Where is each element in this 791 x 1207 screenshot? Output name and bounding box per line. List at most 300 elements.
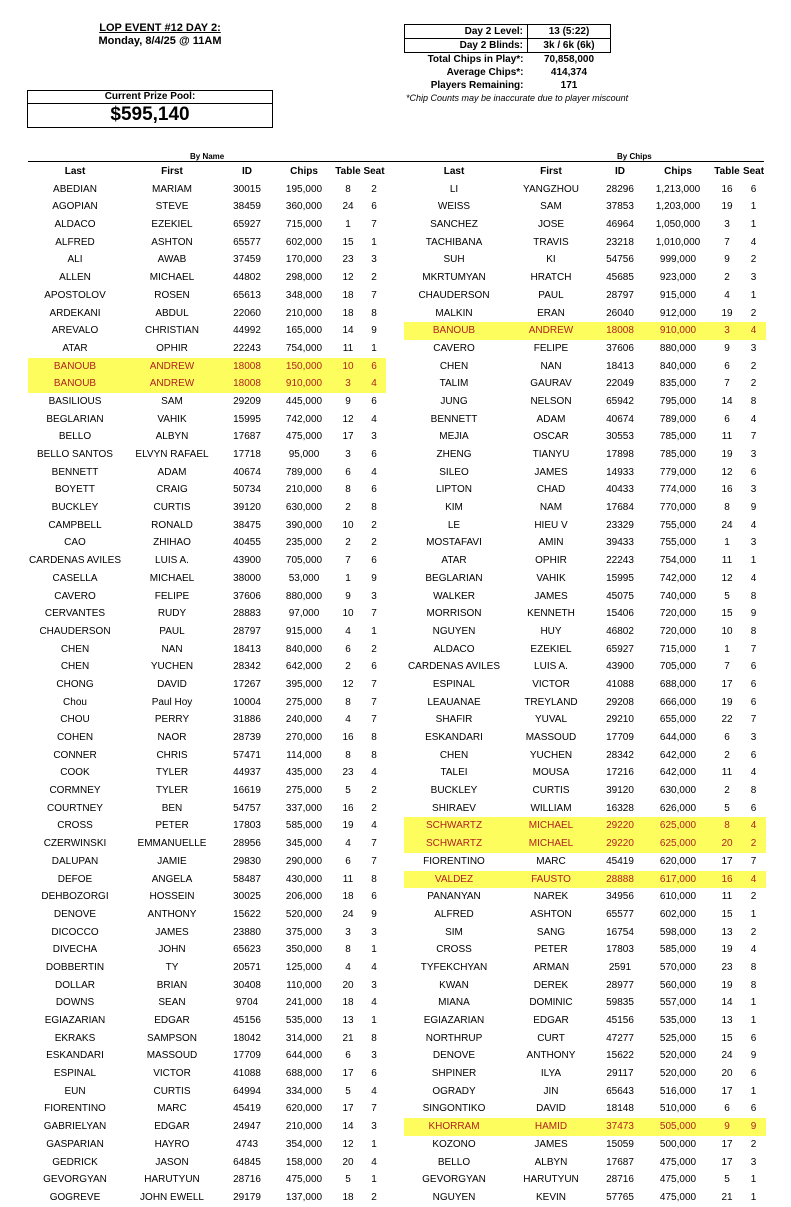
cell-last: ATAR — [62, 342, 88, 354]
table-row — [404, 428, 766, 446]
cell-table: 19 — [342, 820, 354, 832]
cell-id: 40455 — [233, 537, 261, 549]
cell-last: DOLLAR — [54, 979, 95, 991]
cell-table: 7 — [724, 661, 730, 673]
table-row — [404, 251, 766, 269]
cell-first: OPHIR — [156, 342, 188, 354]
cell-table: 18 — [342, 997, 354, 1009]
cell-id: 39120 — [233, 502, 261, 514]
cell-id: 59835 — [606, 997, 634, 1009]
cell-first: VICTOR — [153, 1068, 191, 1080]
cell-seat: 3 — [371, 1050, 377, 1062]
table-row — [404, 464, 766, 482]
cell-id: 44992 — [233, 325, 261, 337]
cell-table: 5 — [724, 590, 730, 602]
table-row — [28, 1118, 386, 1136]
cell-last: BELLO SANTOS — [37, 449, 113, 460]
cell-table: 2 — [345, 661, 351, 673]
table-row — [28, 853, 386, 871]
cell-id: 28342 — [233, 661, 261, 673]
cell-last: ESPINAL — [53, 1068, 97, 1080]
cell-chips: 114,000 — [286, 749, 322, 761]
cell-id: 39120 — [606, 785, 634, 797]
cell-id: 29830 — [233, 855, 261, 867]
cell-table: 8 — [724, 820, 730, 832]
cell-last: CAVERO — [433, 342, 475, 354]
cell-last: BELLO — [437, 1156, 471, 1168]
cell-last: CARDENAS AVILES — [28, 555, 122, 567]
cell-chips: 520,000 — [659, 1050, 697, 1062]
cell-first: YANGZHOU — [523, 183, 579, 195]
table-row — [404, 605, 766, 623]
cell-table: 6 — [724, 1103, 730, 1115]
cell-id: 18042 — [233, 1032, 261, 1044]
cell-first: ILYA — [540, 1068, 562, 1080]
cell-last: SUH — [443, 254, 465, 266]
cell-chips: 840,000 — [285, 643, 323, 655]
cell-chips: 500,000 — [659, 1138, 697, 1150]
cell-seat: 6 — [371, 360, 377, 372]
cell-chips: 617,000 — [659, 873, 697, 885]
cell-chips: 666,000 — [659, 696, 697, 708]
cell-table: 5 — [724, 802, 730, 814]
cell-seat: 4 — [371, 767, 377, 779]
cell-seat: 1 — [371, 944, 377, 956]
table-row — [28, 481, 386, 499]
cell-table: 1 — [724, 643, 730, 655]
cell-seat: 4 — [750, 944, 757, 956]
cell-first: TIANYU — [532, 449, 570, 460]
cell-id: 58487 — [233, 873, 261, 885]
cell-table: 11 — [721, 555, 733, 567]
table-row — [404, 1012, 766, 1030]
cell-seat: 7 — [750, 431, 757, 443]
cell-table: 6 — [345, 1050, 351, 1062]
cell-last: BEGLARIAN — [425, 572, 483, 584]
table-row — [404, 287, 766, 305]
cell-first: EDGAR — [154, 1121, 190, 1133]
cell-table: 6 — [345, 855, 351, 867]
cell-seat: 1 — [750, 1174, 757, 1186]
table-row — [28, 1189, 386, 1207]
table-row — [28, 216, 386, 234]
cell-first: JAMES — [534, 466, 568, 478]
table-row — [28, 747, 386, 765]
cell-first: OPHIR — [535, 555, 567, 567]
cell-seat: 6 — [371, 555, 377, 567]
cell-seat: 6 — [371, 661, 377, 673]
table-row — [28, 941, 386, 959]
cell-chips: 715,000 — [285, 219, 323, 231]
cell-seat: 6 — [750, 1103, 757, 1115]
cell-table: 9 — [724, 254, 730, 266]
cell-id: 65577 — [233, 236, 261, 248]
table-row — [28, 711, 386, 729]
cell-table: 2 — [345, 537, 351, 549]
cell-first: ROSEN — [154, 289, 190, 301]
cell-last: AREVALO — [51, 325, 99, 337]
cell-last: TALEI — [440, 767, 468, 779]
cell-last: CHAUDERSON — [39, 625, 111, 637]
cell-last: CAMPBELL — [48, 519, 102, 531]
cell-last: EGIAZARIAN — [44, 1015, 106, 1026]
cell-table: 12 — [721, 466, 733, 478]
table-row — [404, 517, 766, 535]
average-label: Average Chips*: — [446, 67, 524, 78]
cell-last: ALDACO — [433, 643, 475, 655]
cell-id: 65942 — [606, 395, 634, 407]
cell-chips: 314,000 — [285, 1032, 323, 1044]
cell-first: JOSE — [537, 219, 565, 231]
header-row — [404, 163, 766, 181]
cell-first: NAREK — [533, 891, 569, 903]
cell-seat: 8 — [750, 785, 757, 797]
table-row — [28, 1030, 386, 1048]
table-row — [28, 924, 386, 942]
cell-id: 47277 — [606, 1032, 634, 1044]
cell-first: RONALD — [151, 519, 193, 531]
cell-last: ATAR — [441, 555, 467, 567]
cell-last: LIPTON — [436, 484, 472, 496]
cell-first: ANTHONY — [147, 908, 197, 920]
table-row — [28, 358, 386, 376]
cell-first: AMIN — [538, 537, 564, 549]
cell-chips: 240,000 — [285, 714, 323, 726]
cell-last: BENNETT — [430, 413, 478, 425]
cell-id: 65927 — [233, 219, 261, 231]
cell-first: TRAVIS — [533, 236, 569, 248]
cell-first: JASON — [155, 1156, 189, 1168]
cell-first: YUCHEN — [529, 749, 573, 761]
table-row — [404, 994, 766, 1012]
table-row — [28, 694, 386, 712]
cell-table: 6 — [724, 413, 730, 425]
cell-last: DENOVE — [53, 908, 97, 920]
cell-first: MARIAM — [152, 183, 192, 195]
cell-table: 17 — [721, 1156, 733, 1168]
cell-last: CROSS — [436, 944, 472, 956]
cell-chips: 110,000 — [286, 979, 322, 991]
cell-last: ALFRED — [55, 236, 95, 248]
table-row — [404, 729, 766, 747]
cell-seat: 9 — [750, 1121, 757, 1133]
cell-chips: 923,000 — [659, 272, 697, 284]
cell-last: KOZONO — [432, 1138, 476, 1150]
cell-seat: 9 — [371, 908, 377, 920]
cell-last: VALDEZ — [434, 873, 474, 885]
cell-id: 15995 — [606, 572, 634, 584]
cell-id: 65577 — [606, 908, 634, 920]
cell-first: MARC — [536, 855, 566, 867]
table-row — [404, 216, 766, 234]
cell-chips: 1,203,000 — [655, 201, 701, 213]
cell-chips: 535,000 — [285, 1015, 323, 1026]
cell-id: 57765 — [606, 1191, 634, 1203]
cell-first: NAM — [539, 502, 563, 514]
cell-seat: 1 — [750, 289, 757, 301]
table-row — [28, 464, 386, 482]
by-chips-table — [404, 163, 766, 1207]
cell-id: 17709 — [606, 732, 634, 743]
cell-table: 19 — [721, 944, 733, 956]
cell-table: 8 — [345, 183, 351, 195]
cell-id: 28883 — [233, 608, 261, 620]
cell-id: 28797 — [606, 289, 634, 301]
cell-seat: 6 — [750, 1068, 757, 1080]
cell-last: MEJIA — [439, 431, 469, 443]
table-row — [404, 782, 766, 800]
cell-chips: 1,213,000 — [655, 183, 701, 195]
cell-seat: 3 — [750, 1156, 757, 1168]
cell-seat: 4 — [750, 519, 757, 531]
cell-seat: 3 — [371, 1121, 377, 1133]
cell-chips: 475,000 — [285, 1174, 323, 1186]
cell-chips: 53,000 — [288, 572, 320, 584]
cell-chips: 754,000 — [659, 555, 697, 567]
cell-first: JAMES — [155, 926, 189, 938]
cell-first: ADAM — [157, 466, 187, 478]
cell-seat: 7 — [371, 855, 377, 867]
cell-chips: 430,000 — [285, 873, 323, 885]
cell-seat: 3 — [750, 484, 757, 496]
cell-table: 17 — [721, 678, 733, 690]
table-row — [28, 322, 386, 340]
cell-first: ASHTON — [151, 236, 193, 248]
cell-chips: 210,000 — [285, 307, 323, 319]
cell-first: DEREK — [533, 979, 569, 991]
cell-chips: 505,000 — [659, 1121, 697, 1133]
cell-last: ARDEKANI — [49, 307, 101, 319]
cell-chips: 754,000 — [285, 342, 323, 354]
by-chips-label: By Chips — [617, 152, 652, 161]
cell-chips: 655,000 — [659, 714, 697, 726]
cell-first: TYLER — [155, 767, 189, 779]
players-value: 171 — [560, 80, 578, 91]
cell-first: DAVID — [536, 1103, 566, 1115]
cell-chips: 560,000 — [659, 979, 697, 991]
cell-id: 45419 — [233, 1103, 261, 1115]
cell-id: 17898 — [606, 449, 634, 460]
cell-chips: 742,000 — [285, 413, 323, 425]
header-last: Last — [443, 166, 465, 177]
cell-last: GOGREVE — [49, 1191, 101, 1203]
cell-last: MOSTAFAVI — [426, 537, 482, 549]
table-row — [404, 234, 766, 252]
cell-id: 43900 — [606, 661, 634, 673]
cell-seat: 1 — [750, 219, 757, 231]
cell-table: 1 — [724, 537, 730, 549]
cell-seat: 6 — [371, 484, 377, 496]
cell-chips: 520,000 — [659, 1068, 697, 1080]
cell-seat: 2 — [371, 643, 377, 655]
cell-last: DEFOE — [57, 873, 93, 885]
cell-first: NAN — [161, 643, 183, 655]
table-row — [28, 570, 386, 588]
cell-seat: 6 — [750, 678, 757, 690]
cell-id: 15995 — [233, 413, 261, 425]
cell-seat: 8 — [750, 590, 757, 602]
cell-chips: 1,050,000 — [655, 219, 701, 231]
cell-first: HOSSEIN — [149, 891, 195, 903]
cell-last: DICOCCO — [51, 926, 99, 938]
cell-seat: 8 — [750, 395, 757, 407]
cell-first: OSCAR — [533, 431, 569, 443]
header-row — [28, 163, 386, 181]
cell-last: OGRADY — [432, 1085, 476, 1097]
cell-id: 37459 — [233, 254, 261, 266]
table-row — [404, 694, 766, 712]
cell-seat: 4 — [371, 413, 377, 425]
cell-id: 15406 — [606, 608, 634, 620]
cell-first: AWAB — [157, 254, 187, 266]
table-row — [28, 393, 386, 411]
cell-last: CHONG — [56, 678, 94, 690]
cell-chips: 644,000 — [659, 732, 697, 743]
cell-table: 5 — [724, 1174, 730, 1186]
cell-id: 40674 — [606, 413, 634, 425]
cell-first: KI — [546, 254, 556, 266]
table-row — [404, 1100, 766, 1118]
cell-id: 22243 — [606, 555, 634, 567]
cell-id: 28956 — [233, 838, 261, 850]
cell-table: 19 — [721, 979, 733, 991]
blinds-label: Day 2 Blinds: — [405, 39, 528, 53]
cell-chips: 915,000 — [285, 625, 323, 637]
cell-last: COHEN — [56, 732, 94, 743]
cell-first: VICTOR — [532, 678, 570, 690]
cell-last: CHAUDERSON — [418, 289, 490, 301]
cell-last: DOBBERTIN — [45, 961, 105, 973]
cell-first: JAMIE — [157, 855, 187, 867]
cell-first: ZHIHAO — [153, 537, 191, 549]
cell-first: LUIS A. — [534, 661, 568, 673]
cell-first: MICHAEL — [149, 572, 195, 584]
cell-last: BOYETT — [54, 484, 95, 496]
cell-last: Chou — [63, 696, 87, 708]
cell-last: GASPARIAN — [46, 1138, 104, 1150]
cell-chips: 688,000 — [659, 678, 697, 690]
cell-table: 17 — [342, 431, 354, 443]
cell-chips: 348,000 — [285, 289, 323, 301]
cell-chips: 95,000 — [288, 449, 320, 460]
cell-seat: 6 — [750, 183, 757, 195]
cell-table: 8 — [724, 502, 730, 514]
cell-seat: 2 — [371, 802, 377, 814]
table-row — [404, 1047, 766, 1065]
cell-last: CZERWINSKI — [43, 838, 107, 850]
cell-last: GEVORGYAN — [422, 1174, 486, 1186]
cell-chips: 720,000 — [659, 608, 697, 620]
cell-seat: 1 — [371, 236, 377, 248]
cell-id: 41088 — [233, 1068, 261, 1080]
cell-id: 44937 — [233, 767, 261, 779]
cell-chips: 642,000 — [659, 749, 697, 761]
cell-seat: 4 — [750, 767, 757, 779]
header-first: First — [540, 166, 562, 177]
cell-seat: 1 — [750, 201, 757, 213]
cell-last: KIM — [445, 502, 463, 514]
cell-table: 21 — [721, 1191, 733, 1203]
cell-first: YUCHEN — [150, 661, 194, 673]
table-row — [404, 871, 766, 889]
cell-seat: 1 — [371, 342, 377, 354]
cell-table: 5 — [345, 1174, 351, 1186]
cell-chips: 795,000 — [659, 395, 697, 407]
cell-table: 16 — [721, 873, 733, 885]
cell-first: MASSOUD — [146, 1050, 198, 1062]
cell-first: FELIPE — [533, 342, 569, 354]
cell-last: WALKER — [433, 590, 475, 602]
cell-seat: 4 — [371, 961, 377, 973]
cell-id: 17687 — [606, 1156, 634, 1168]
cell-id: 44802 — [233, 272, 261, 284]
table-row — [404, 747, 766, 765]
cell-seat: 6 — [371, 395, 377, 407]
players-row — [405, 79, 611, 92]
cell-first: ADAM — [536, 413, 566, 425]
cell-id: 24947 — [233, 1121, 261, 1133]
cell-chips: 755,000 — [659, 519, 697, 531]
cell-id: 10004 — [233, 696, 261, 708]
cell-chips: 195,000 — [285, 183, 323, 195]
tournament-info-table — [404, 24, 611, 92]
cell-table: 14 — [342, 1121, 354, 1133]
cell-id: 38475 — [233, 519, 261, 531]
header-id: ID — [615, 166, 625, 177]
cell-first: CURTIS — [153, 1085, 191, 1097]
cell-first: TY — [165, 961, 179, 973]
table-row — [28, 676, 386, 694]
cell-chips: 395,000 — [285, 678, 323, 690]
cell-chips: 125,000 — [285, 961, 323, 973]
cell-chips: 275,000 — [285, 696, 323, 708]
cell-chips: 774,000 — [659, 484, 697, 496]
cell-chips: 150,000 — [285, 360, 323, 372]
table-row — [404, 534, 766, 552]
cell-table: 4 — [345, 625, 351, 637]
cell-chips: 570,000 — [659, 961, 697, 973]
cell-id: 23218 — [606, 236, 634, 248]
cell-last: MKRTUMYAN — [422, 272, 486, 284]
table-row — [404, 711, 766, 729]
table-row — [404, 1065, 766, 1083]
cell-seat: 2 — [750, 378, 757, 390]
cell-first: CHRIS — [156, 749, 188, 761]
cell-first: NAN — [540, 360, 562, 372]
cell-first: ANDREW — [528, 325, 574, 337]
cell-last: SANCHEZ — [430, 219, 478, 231]
cell-chips: 158,000 — [285, 1156, 323, 1168]
cell-table: 11 — [721, 767, 733, 779]
cell-seat: 8 — [750, 979, 757, 991]
cell-seat: 1 — [371, 625, 377, 637]
cell-seat: 2 — [750, 1138, 757, 1150]
cell-id: 38000 — [233, 572, 261, 584]
cell-seat: 3 — [371, 431, 377, 443]
level-label: Day 2 Level: — [405, 25, 528, 39]
cell-chips: 840,000 — [659, 360, 697, 372]
cell-chips: 598,000 — [659, 926, 697, 938]
cell-table: 14 — [342, 325, 354, 337]
cell-chips: 779,000 — [659, 466, 697, 478]
cell-seat: 3 — [750, 272, 757, 284]
table-row — [28, 428, 386, 446]
cell-id: 29208 — [606, 696, 634, 708]
cell-last: PANANYAN — [427, 891, 481, 903]
cell-table: 9 — [345, 395, 351, 407]
cell-chips: 270,000 — [285, 732, 323, 743]
cell-id: 45685 — [606, 272, 634, 284]
